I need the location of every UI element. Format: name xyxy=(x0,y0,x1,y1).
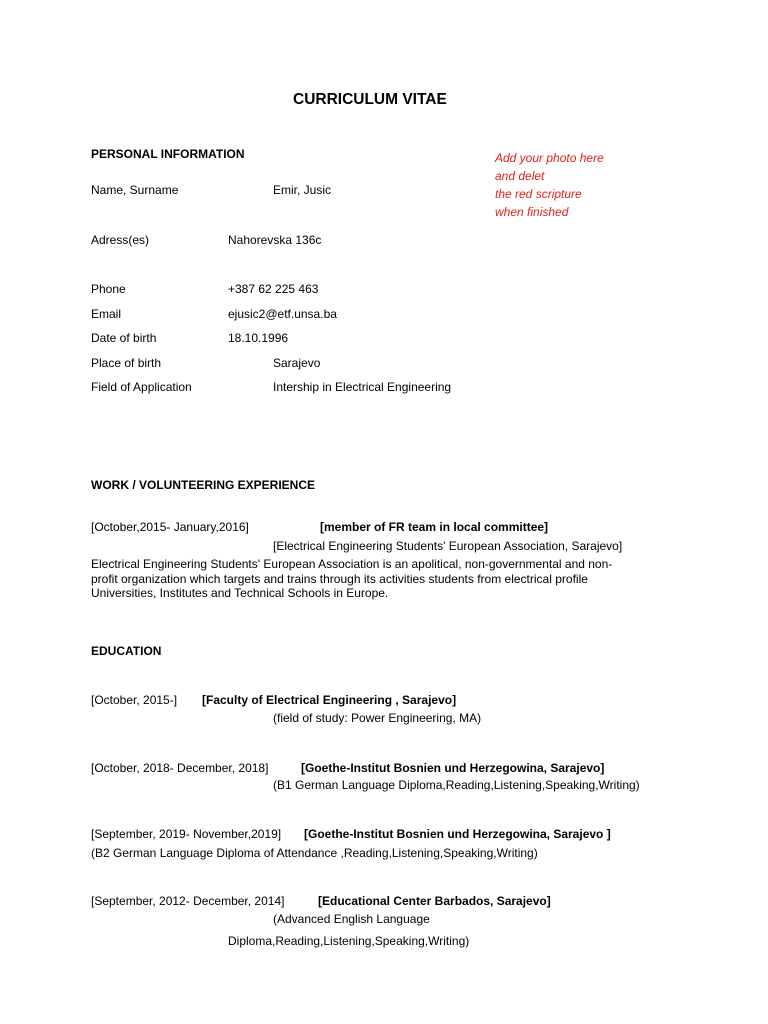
edu1-period: [October, 2015-] xyxy=(91,693,178,707)
phone-value: +387 62 225 463 xyxy=(228,282,319,296)
work-desc-line: Universities, Institutes and Technical Schools in Europe. xyxy=(91,586,389,600)
pob-value: Sarajevo xyxy=(273,356,321,370)
edu3-institution: [Goethe-Institut Bosnien und Herzegowina, Sarajevo ] xyxy=(304,827,611,841)
photo-note-line: and delet xyxy=(495,169,545,183)
address-value: Nahorevska 136c xyxy=(228,233,322,247)
edu2-institution: [Goethe-Institut Bosnien und Herzegowina, Sarajevo] xyxy=(301,761,605,775)
dob-value: 18.10.1996 xyxy=(228,331,289,345)
personal-heading: PERSONAL INFORMATION xyxy=(91,147,245,161)
photo-note-line: when finished xyxy=(495,205,569,219)
edu3-period: [September, 2019- November,2019] xyxy=(91,827,282,841)
address-label: Adress(es) xyxy=(91,233,150,247)
photo-note-line: Add your photo here xyxy=(495,151,604,165)
field-label: Field of Application xyxy=(91,380,192,394)
edu2-period: [October, 2018- December, 2018] xyxy=(91,761,269,775)
name-value: Emir, Jusic xyxy=(273,183,332,197)
work-description xyxy=(91,557,612,601)
pob-label: Place of birth xyxy=(91,356,162,370)
phone-label: Phone xyxy=(91,282,126,296)
dob-label: Date of birth xyxy=(91,331,157,345)
email-label: Email xyxy=(91,307,122,321)
photo-note xyxy=(495,149,604,221)
edu1-detail: (field of study: Power Engineering, MA) xyxy=(273,711,482,725)
edu4-detail: (Advanced English Language xyxy=(273,912,430,926)
name-label: Name, Surname xyxy=(91,183,179,197)
work-desc-line: Electrical Engineering Students' European Association is an apolitical, non-governmental and non- xyxy=(91,557,613,571)
edu4-institution: [Educational Center Barbados, Sarajevo] xyxy=(318,894,551,908)
work-org: [Electrical Engineering Students' European Association, Sarajevo] xyxy=(273,539,623,553)
email-value: ejusic2@etf.unsa.ba xyxy=(228,307,337,321)
photo-note-line: the red scripture xyxy=(495,187,582,201)
edu1-institution: [Faculty of Electrical Engineering , Sarajevo] xyxy=(202,693,457,707)
education-heading: EDUCATION xyxy=(91,644,162,658)
work-period: [October,2015- January,2016] xyxy=(91,520,249,534)
work-role: [member of FR team in local committee] xyxy=(320,520,549,534)
edu2-detail: (B1 German Language Diploma,Reading,Listening,Speaking,Writing) xyxy=(273,778,640,792)
edu4-period: [September, 2012- December, 2014] xyxy=(91,894,285,908)
edu3-detail: (B2 German Language Diploma of Attendance ,Reading,Listening,Speaking,Writing) xyxy=(91,846,538,860)
page-title: CURRICULUM VITAE xyxy=(293,91,447,108)
work-desc-line: profit organization which targets and trains through its activities students from electrical profile xyxy=(91,571,588,586)
edu4-detail: Diploma,Reading,Listening,Speaking,Writing) xyxy=(228,934,470,948)
field-value: Intership in Electrical Engineering xyxy=(273,380,452,394)
work-heading: WORK / VOLUNTEERING EXPERIENCE xyxy=(91,478,316,492)
